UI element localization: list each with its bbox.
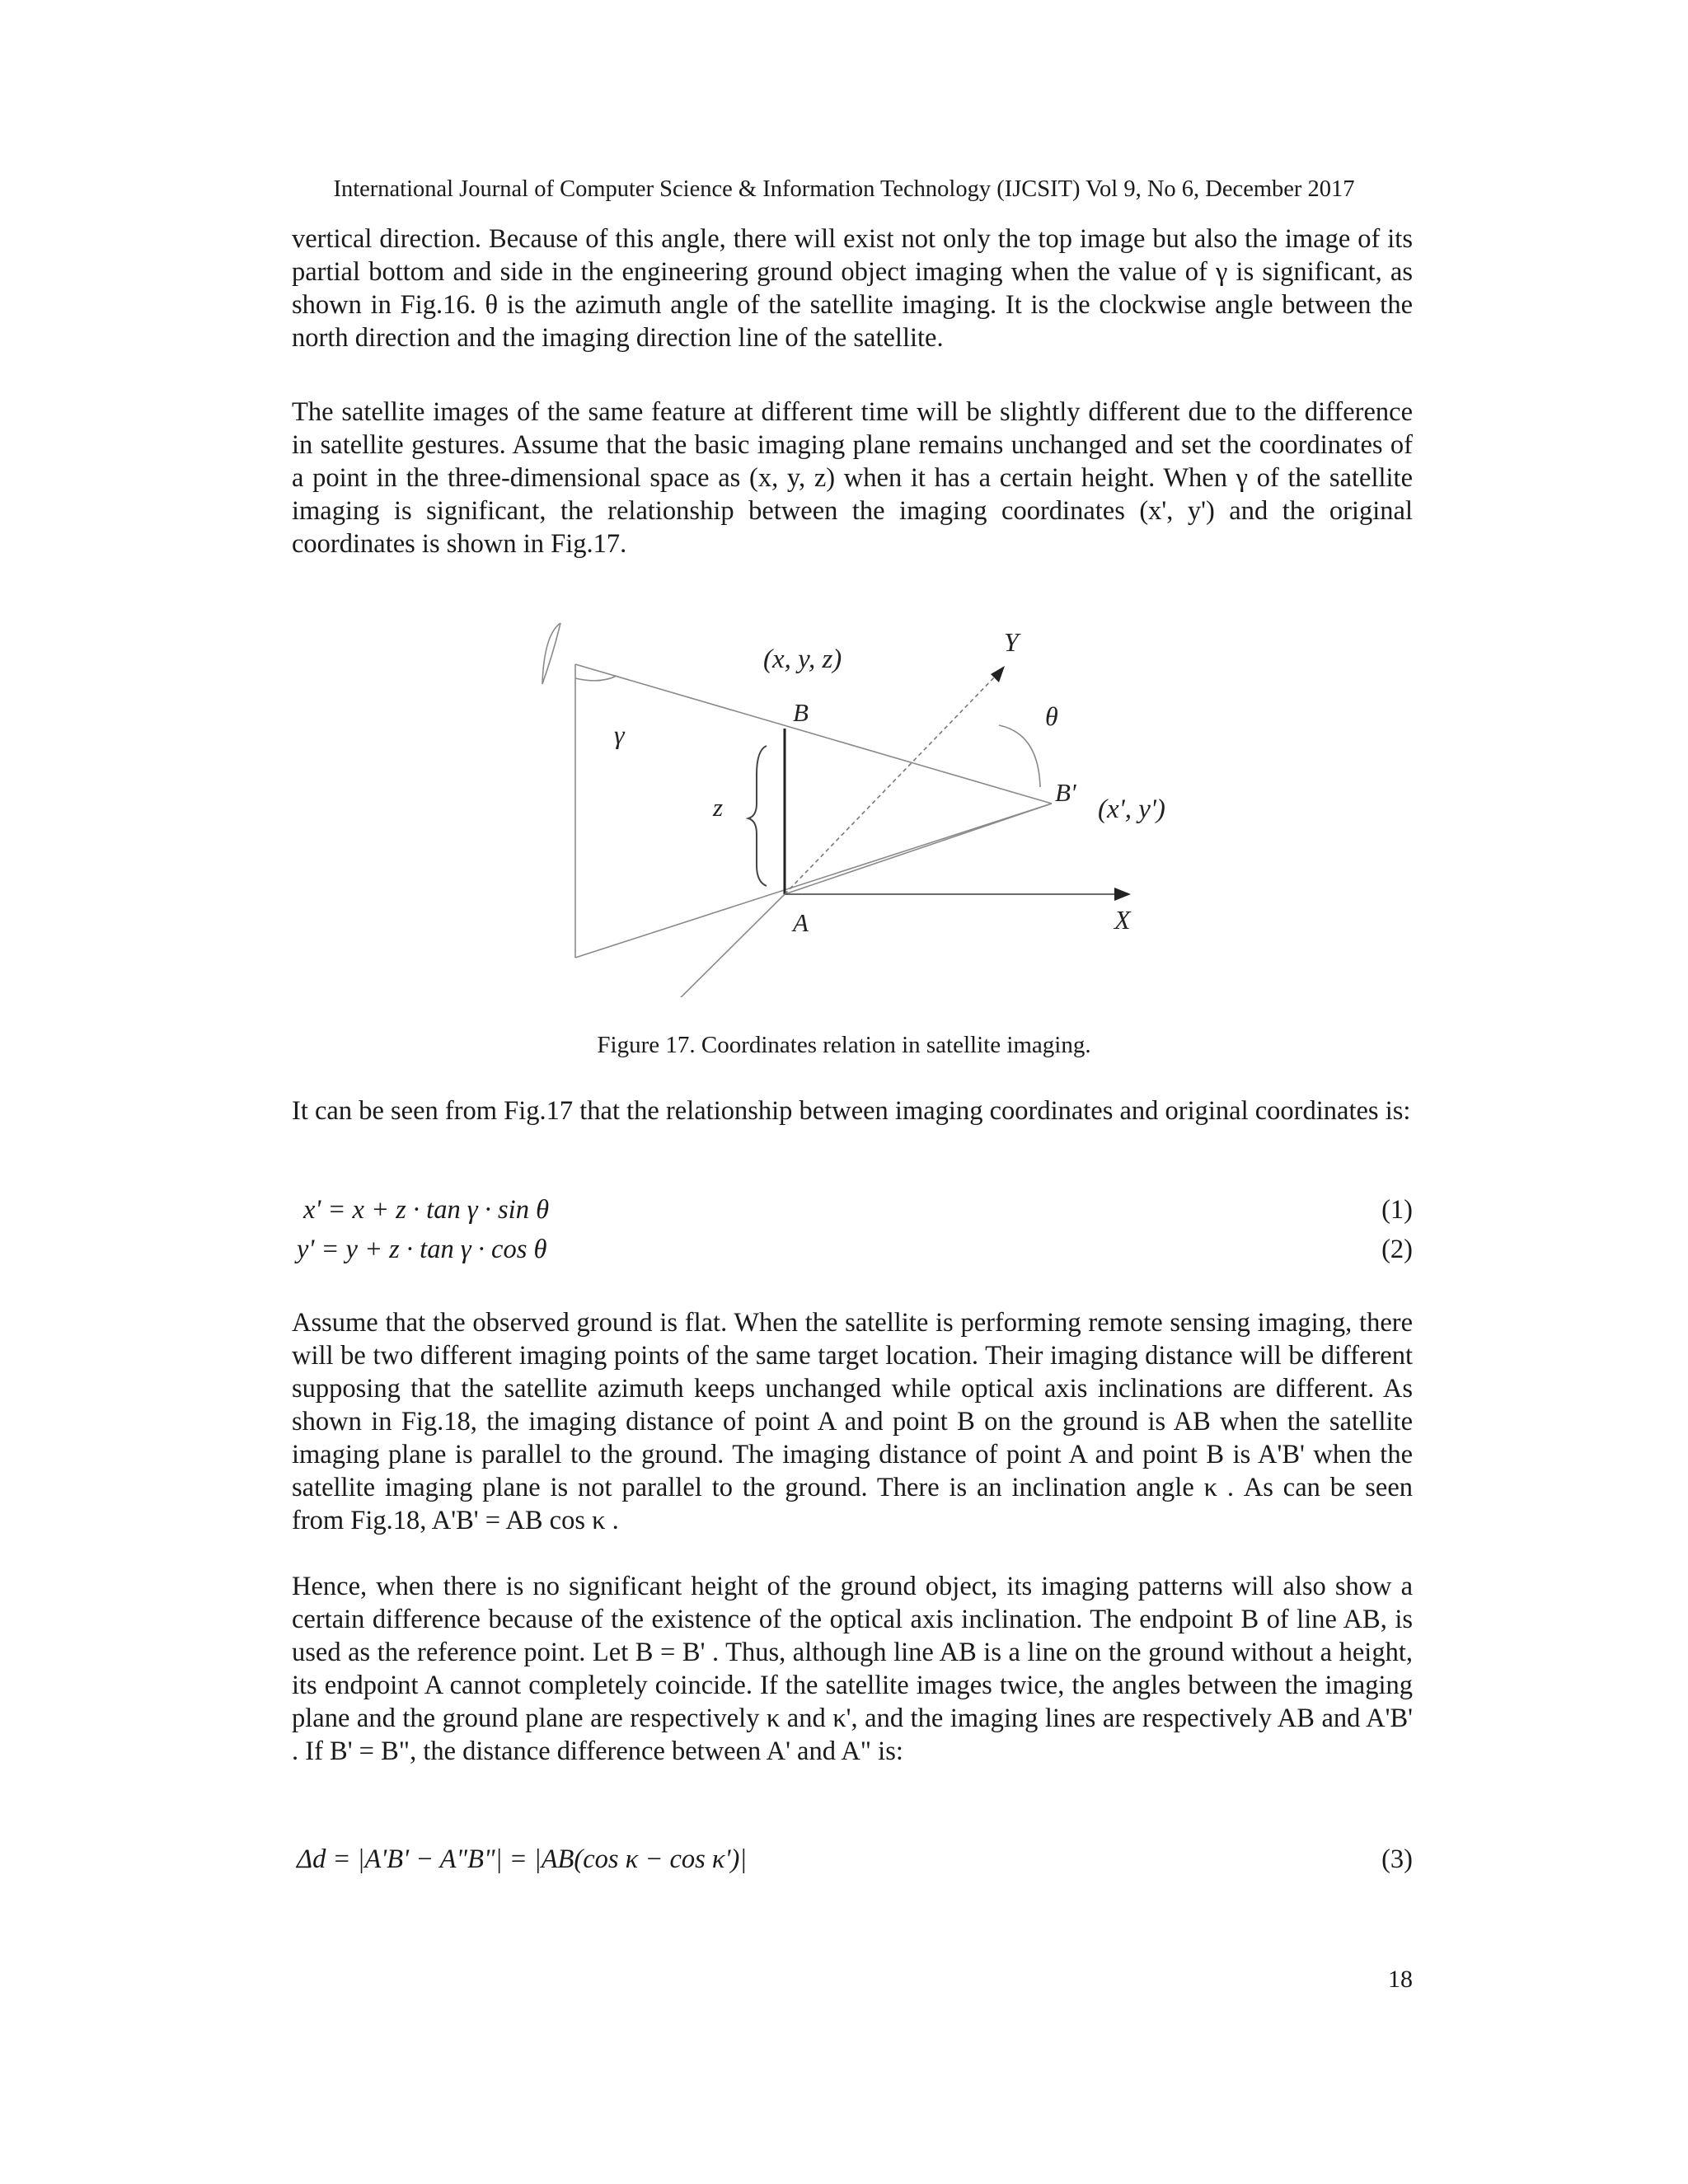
paragraph-4-text: Assume that the observed ground is flat. When the satellite is performing remote sensing imaging, there will be two different imaging points of the same target location. Their imaging distance will be different supposing that the satellite azimuth keeps unchanged while optical axis inclinations are different. As shown in Fig.18, the imaging distance of point A and point B on the ground is AB when the satellite imaging plane is parallel to the ground. The imaging distance of point A and point B is A'B' when the satellite imaging plane is not parallel to the ground. There is an inclination angle κ . As can be seen from Fig.18, A'B' = AB cos κ . [292,1308,1413,1535]
equation-2-number: (2) [1381,1235,1413,1264]
label-z: z [713,793,724,822]
upper-projection-line [575,664,1052,804]
z-brace [748,746,767,886]
label-a: A [793,908,809,937]
paragraph-4 [292,1306,1413,1537]
label-xyz: (x, y, z) [763,644,842,674]
running-header: International Journal of Computer Science & Information Technology (IJCSIT) Vol 9, No 6, December 2017 [333,176,1355,202]
equation-2-body: y' = y + z · tan γ · cos θ [297,1235,547,1264]
paragraph-3 [292,1094,1413,1127]
lower-projection-line [575,804,1052,958]
coordinates-diagram [495,618,1203,997]
paragraph-2 [292,396,1413,560]
equation-3-number: (3) [1381,1844,1413,1874]
y-axis-arrowhead [991,666,1005,682]
paragraph-3-text: It can be seen from Fig.17 that the relationship between imaging coordinates and original coordinates is: [292,1096,1411,1126]
paragraph-5-text: Hence, when there is no significant height of the ground object, its imaging patterns will also show a certain difference because of the existence of the optical axis inclination. The endpoint B of line AB, is used as the reference point. Let B = B' . Thus, although line AB is a line on the ground without a height, its endpoint A cannot completely coincide. If the satellite images twice, the angles between the imaging plane and the ground plane are respectively κ and κ', and the imaging lines are respectively AB and A'B' . If B' = B", the distance difference between A' and A" is: [292,1572,1413,1766]
equation-3-body: Δd = |A'B' − A"B"| = |AB(cos κ − cos κ')| [297,1844,748,1874]
figure-caption: Figure 17. Coordinates relation in satellite imaging. [597,1032,1091,1058]
a-to-bprime-line [785,804,1052,894]
paragraph-5 [292,1570,1413,1768]
paragraph-1-text: vertical direction. Because of this angle, there will exist not only the top image but also the image of its partial bottom and side in the engineering ground object imaging when the value of γ is significant, as shown in Fig.16. θ is the azimuth angle of the satellite imaging. It is the clockwise angle between the north direction and the imaging direction line of the satellite. [292,224,1413,353]
x-axis-arrowhead [1114,888,1131,901]
label-b: B [793,698,809,727]
y-axis-dashed [785,674,997,894]
label-theta: θ [1045,701,1058,731]
diagonal-extension [648,894,785,997]
top-left-curve [542,623,560,684]
equation-1-number: (1) [1381,1195,1413,1225]
figure-17 [495,618,1203,997]
gamma-arc [575,676,617,681]
paragraph-2-text: The satellite images of the same feature at different time will be slightly different due to the difference in satellite gestures. Assume that the basic imaging plane remains unchanged and set the coordinates of a point in the three-dimensional space as (x, y, z) when it has a certain height. When γ of the satellite imaging is significant, the relationship between the imaging coordinates (x', y') and the original coordinates is shown in Fig.17. [292,397,1413,559]
equation-1-body: x' = x + z · tan γ · sin θ [303,1195,550,1225]
label-b-prime: B' [1055,778,1076,807]
page-number: 18 [1388,1966,1413,1993]
paragraph-1 [292,223,1413,354]
label-xy-prime: (x', y') [1098,794,1165,824]
theta-arc [999,725,1040,787]
label-y-axis: Y [1004,627,1019,657]
label-x-axis: X [1114,905,1131,935]
label-gamma: γ [614,719,625,749]
